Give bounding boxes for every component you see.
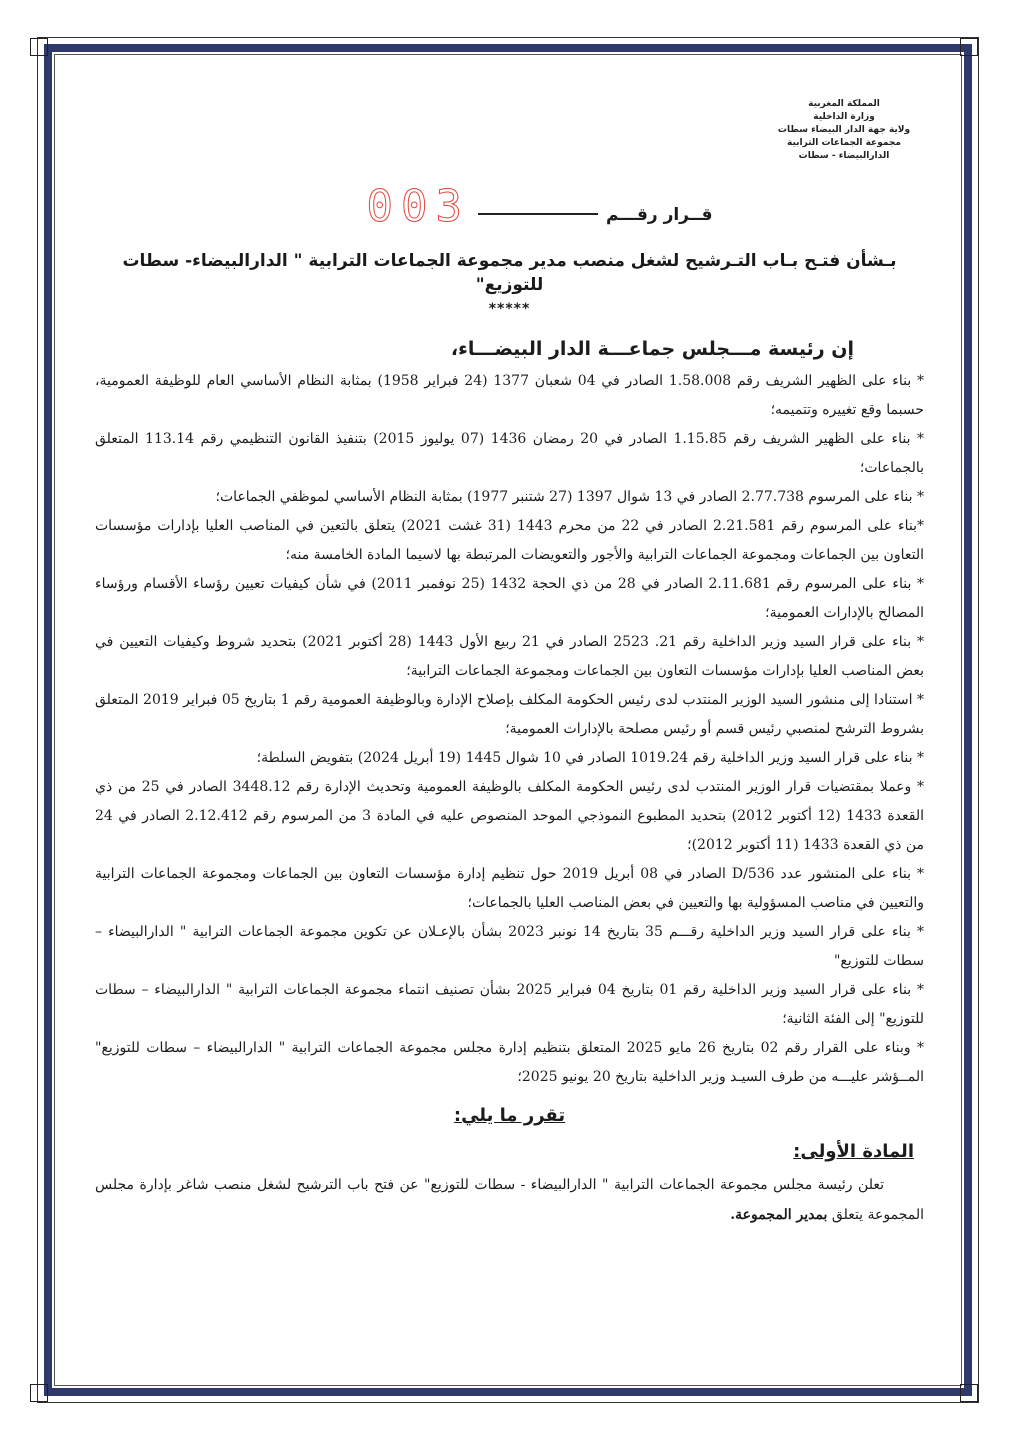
decision-underline (478, 213, 598, 215)
recital-item: * بناء على الظهير الشريف رقم 1.15.85 الصادر في 20 رمضان 1436 (07 يوليوز 2015) بتنفيذ القانون التنظيمي رقم 113.14 المتعلق بالجماعات؛ (95, 431, 924, 476)
letterhead-line: وزارة الداخلية (813, 112, 875, 122)
preamble-title: إن رئيسة مـــجلس جماعـــة الدار البيضـــاء، (450, 338, 854, 360)
recital-item: * وعملا بمقتضيات قرار الوزير المنتدب لدى رئيس الحكومة المكلف بالوظيفة العمومية وتحديث الإدارة رقم 3448.12 الصادر في 25 من ذي القعدة 1433 (12 أكتوبر 2012) بتحديد المطبوع النموذجي الموحد المنصوص عليه في المادة 3 من المرسوم رقم 2.12.412 الصادر في 24 من ذي القعدة 1433 (11 أكتوبر 2012)؛ (95, 779, 925, 853)
separator-stars: ***** (488, 301, 531, 317)
recital-item: * بناء على قرار السيد وزير الداخلية رقم 21. 2523 الصادر في 21 ربيع الأول 1443 (28 أكتوبر 2021) بتحديد شروط وكيفيات التعيين في بعض المناصب العليا بإدارات مؤسسات التعاون بين الجماعات ومجموعة الجماعات الترابية؛ (95, 634, 924, 679)
decides-heading-wrap (95, 1102, 924, 1130)
recital-item: * بناء على الظهير الشريف رقم 1.58.008 الصادر في 04 شعبان 1377 (24 فبراير 1958) بمثابة النظام الأساسي العام للوظيفة العمومية، حسبما وقع تغييره وتتميمه؛ (95, 373, 924, 418)
decision-label: قــرار رقـــم (605, 205, 713, 225)
letterhead-line: ولاية جهة الدار البيضاء سطات (777, 125, 911, 135)
document-subject: بـشأن فتـح بـاب التـرشيح لشغل منصب مدير مجموعة الجماعات الترابية " الدارالبيضاء- سطات للتوزيع" (122, 251, 897, 295)
recital-item: * بناء على قرار السيد وزير الداخلية رقـــم 35 بتاريخ 14 نونبر 2023 بشأن بالإعـلان عن تكوين مجموعة الجماعات الترابية " الدارالبيضاء – سطات للتوزيع" (95, 924, 925, 969)
letterhead-line: مجموعة الجماعات الترابية الدارالبيضاء - سطات (787, 138, 901, 161)
recital-item: * بناء على قرار السيد وزير الداخلية رقم 01 بتاريخ 04 فبراير 2025 بشأن تصنيف انتماء مجموعة الجماعات الترابية " الدارالبيضاء – سطات للتوزيع" إلى الفئة الثانية؛ (95, 982, 924, 1027)
border-corner-ornament (960, 1384, 978, 1402)
decision-number-stamp: 003 (366, 181, 470, 232)
article-1-body: تعلن رئيسة مجلس مجموعة الجماعات الترابية " الدارالبيضاء - سطات للتوزيع" عن فتح باب الترشيح لشغل منصب شاغر بإدارة مجلس المجموعة يتعلق (95, 1177, 924, 1223)
recital-item: * بناء على قرار السيد وزير الداخلية رقم 1019.24 الصادر في 10 شوال 1445 (19 أبريل 2024) بتفويض السلطة؛ (256, 750, 924, 766)
decision-header (95, 181, 924, 232)
recitals (95, 367, 924, 1092)
article-1-text (95, 1170, 924, 1230)
article-1-position: بمدير المجموعة. (730, 1207, 828, 1223)
recital-item: * بناء على المرسوم رقم 2.11.681 الصادر في 28 من ذي الحجة 1432 (25 نوفمبر 2011) في شأن كيفيات تعيين رؤساء الأقسام ورؤساء المصالح بالإدارات العمومية؛ (95, 576, 924, 621)
recital-item: * وبناء على القرار رقم 02 بتاريخ 26 مايو 2025 المتعلق بتنظيم إدارة مجلس مجموعة الجماعات الترابية " الدارالبيضاء – سطات للتوزيع" المــؤشر عليـــه من طرف السيـد وزير الداخلية بتاريخ 20 يونيو 2025؛ (95, 1040, 924, 1085)
letterhead (764, 98, 924, 163)
border-corner-ornament (30, 1384, 48, 1402)
recital-item: * استنادا إلى منشور السيد الوزير المنتدب لدى رئيس الحكومة المكلف بإصلاح الإدارة وبالوظيفة العمومية رقم 1 بتاريخ 05 فبراير 2019 المتعلق بشروط الترشح لمنصبي رئيس قسم أو رئيس مصلحة بالإدارات العمومية؛ (95, 692, 925, 737)
article-1-title: المادة الأولى: (793, 1141, 914, 1162)
recital-item: *بناء على المرسوم رقم 2.21.581 الصادر في 22 من محرم 1443 (31 غشت 2021) يتعلق بالتعين في المناصب العليا بإدارات مؤسسات التعاون بين الجماعات ومجموعة الجماعات الترابية والأجور والتعويضات المرتبطة بها لاسيما المادة الخامسة منه؛ (95, 518, 924, 563)
recital-item: * بناء على المرسوم 2.77.738 الصادر في 13 شوال 1397 (27 شتنبر 1977) بمثابة النظام الأساسي لموظفي الجماعات؛ (215, 489, 924, 505)
letterhead-line: المملكة المغربية (808, 99, 880, 109)
recital-item: * بناء على المنشور عدد D/536 الصادر في 08 أبريل 2019 حول تنظيم إدارة مؤسسات التعاون بين الجماعات ومجموعة الجماعات الترابية والتعيين في مناصب المسؤولية بها والتعيين في بعض المناصب العليا بالجماعات؛ (95, 866, 924, 911)
decides-heading: تقرر ما يلي: (453, 1105, 566, 1126)
